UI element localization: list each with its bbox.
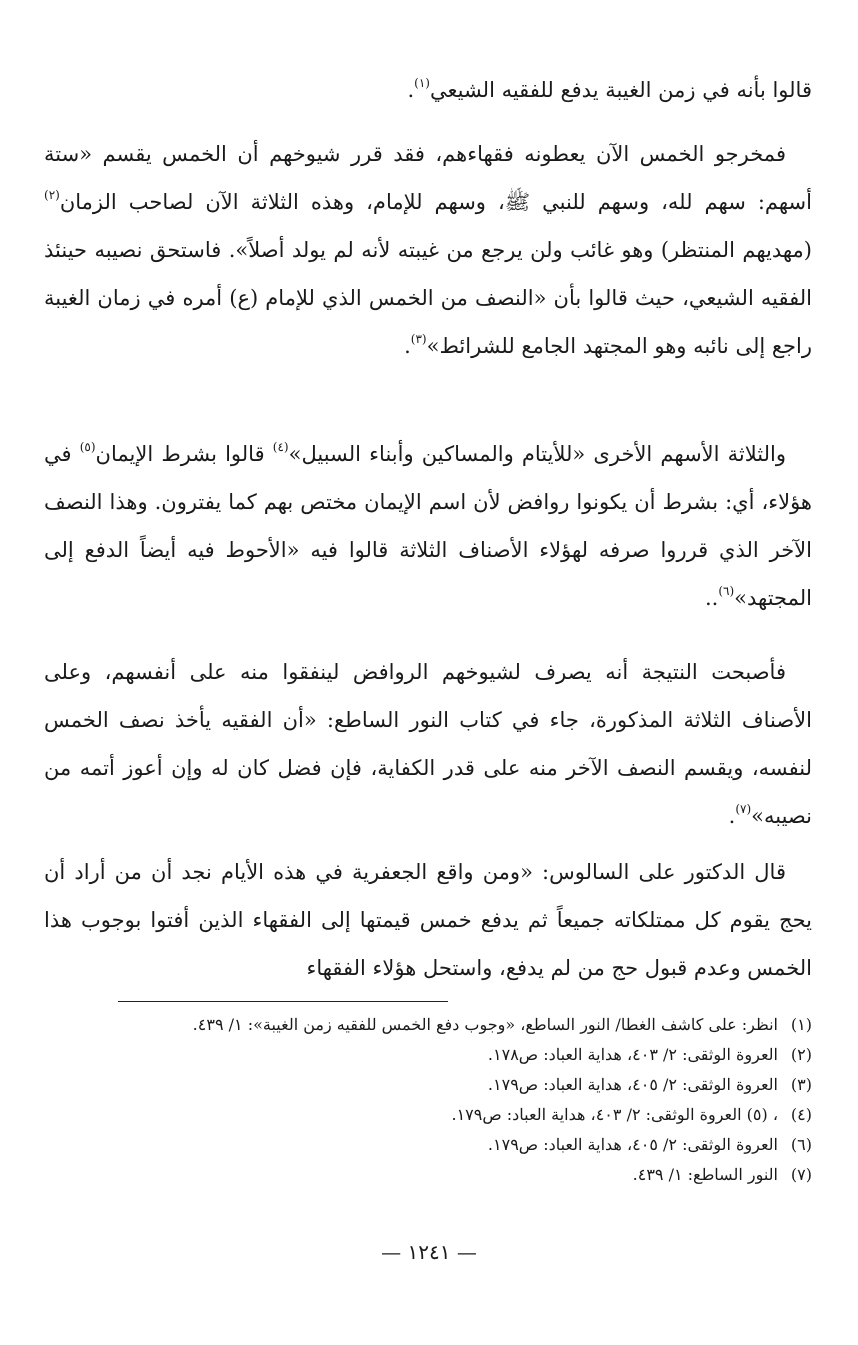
footnote-ref[interactable]: (٤) [272,440,289,454]
footnote-item [92,1160,812,1190]
footnote-number: (٦) [790,1135,812,1154]
footnote-number: (٧) [790,1165,812,1184]
paragraph-3: والثلاثة الأسهم الأخرى «للأيتام والمساكين وأبناء السبيل»$^{(٤)}$ قالوا بشرط الإيمان$^{(٥)}$ في هؤلاء، أي: بشرط أن يكونوا روافض لأن اسم الإيمان مختص بهم كما يفترون. وهذا النصف الآخر الذي قرروا صرفه لهؤلاء الأصناف الثلاثة قالوا فيه «الأحوط فيه أيضاً الدفع إلى المجتهد»$^{(٦)}$.. [44,440,812,610]
footnote-text: العروة الوثقى: ٢/ ٤٠٥، هداية العباد: ص١٧٩. [487,1075,778,1094]
footnote-item [92,1100,812,1130]
footnote-number: (٣) [790,1075,812,1094]
footnote-item [92,1130,812,1160]
page-number: — ١٢٤١ — [381,1240,477,1264]
paragraph-2: فمخرجو الخمس الآن يعطونه فقهاءهم، فقد قرر شيوخهم أن الخمس يقسم «ستة أسهم: سهم لله، وسهم للنبي ﷺ، وسهم للإمام، وهذه الثلاثة الآن لصاحب الزمان$^{(٢)}$ (مهديهم المنتظر) وهو غائب ولن يرجع من غيبته لأنه لم يولد أصلاً». فاستحق نصيبه حينئذ الفقيه الشيعي، حيث قالوا بأن «النصف من الخمس الذي للإمام (ع) أمره في زمان الغيبة راجع إلى نائبه وهو المجتهد الجامع للشرائط»$^{(٣)}$. [44,142,812,358]
footnote-ref[interactable]: (٧) [735,802,752,816]
footnote-number: (١) [790,1015,812,1034]
footnote-separator [118,1001,448,1002]
footnote-item [92,1040,812,1070]
paragraph-1: قالوا بأنه في زمن الغيبة يدفع للفقيه الشيعي$^{(١)}$. [407,76,812,102]
footnote-text: ، (٥) العروة الوثقى: ٢/ ٤٠٣، هداية العباد: ص١٧٩. [451,1105,778,1124]
footnote-ref[interactable]: (٦) [718,584,735,598]
footnote-ref[interactable]: (١) [414,76,430,90]
footnote-item [92,1010,812,1040]
paragraph-5: قال الدكتور على السالوس: «ومن واقع الجعفرية في هذه الأيام نجد أن من أراد أن يحج يقوم كل ممتلكاته جميعاً ثم يدفع خمس قيمتها إلى الفقهاء الذين أفتوا بوجوب هذا الخمس وعدم قبول حج من لم يدفع، واستحل هؤلاء الفقهاء [44,860,812,980]
footnote-number: (٢) [790,1045,812,1064]
footnote-text: النور الساطع: ١/ ٤٣٩. [632,1165,778,1184]
footnotes-list [92,1010,812,1190]
footnote-ref[interactable]: (٢) [44,188,60,202]
paragraph-4: فأصبحت النتيجة أنه يصرف لشيوخهم الروافض لينفقوا منه على أنفسهم، وعلى الأصناف الثلاثة المذكورة، جاء في كتاب النور الساطع: «أن الفقيه يأخذ نصف الخمس لنفسه، ويقسم النصف الآخر منه على قدر الكفاية، فإن فضل كان له وإن أعوز أتمه من نصيبه»$^{(٧)}$. [44,660,812,828]
footnote-ref[interactable]: (٥) [79,440,96,454]
footnote-ref[interactable]: (٣) [410,332,427,346]
footnote-item [92,1070,812,1100]
footnote-text: انظر: على كاشف الغطا/ النور الساطع، «وجوب دفع الخمس للفقيه زمن الغيبة»: ١/ ٤٣٩. [192,1015,778,1034]
footnote-text: العروة الوثقى: ٢/ ٤٠٥، هداية العباد: ص١٧٩. [487,1135,778,1154]
footnote-text: العروة الوثقى: ٢/ ٤٠٣، هداية العباد: ص١٧٨. [487,1045,778,1064]
footnote-number: (٤) [790,1105,812,1124]
